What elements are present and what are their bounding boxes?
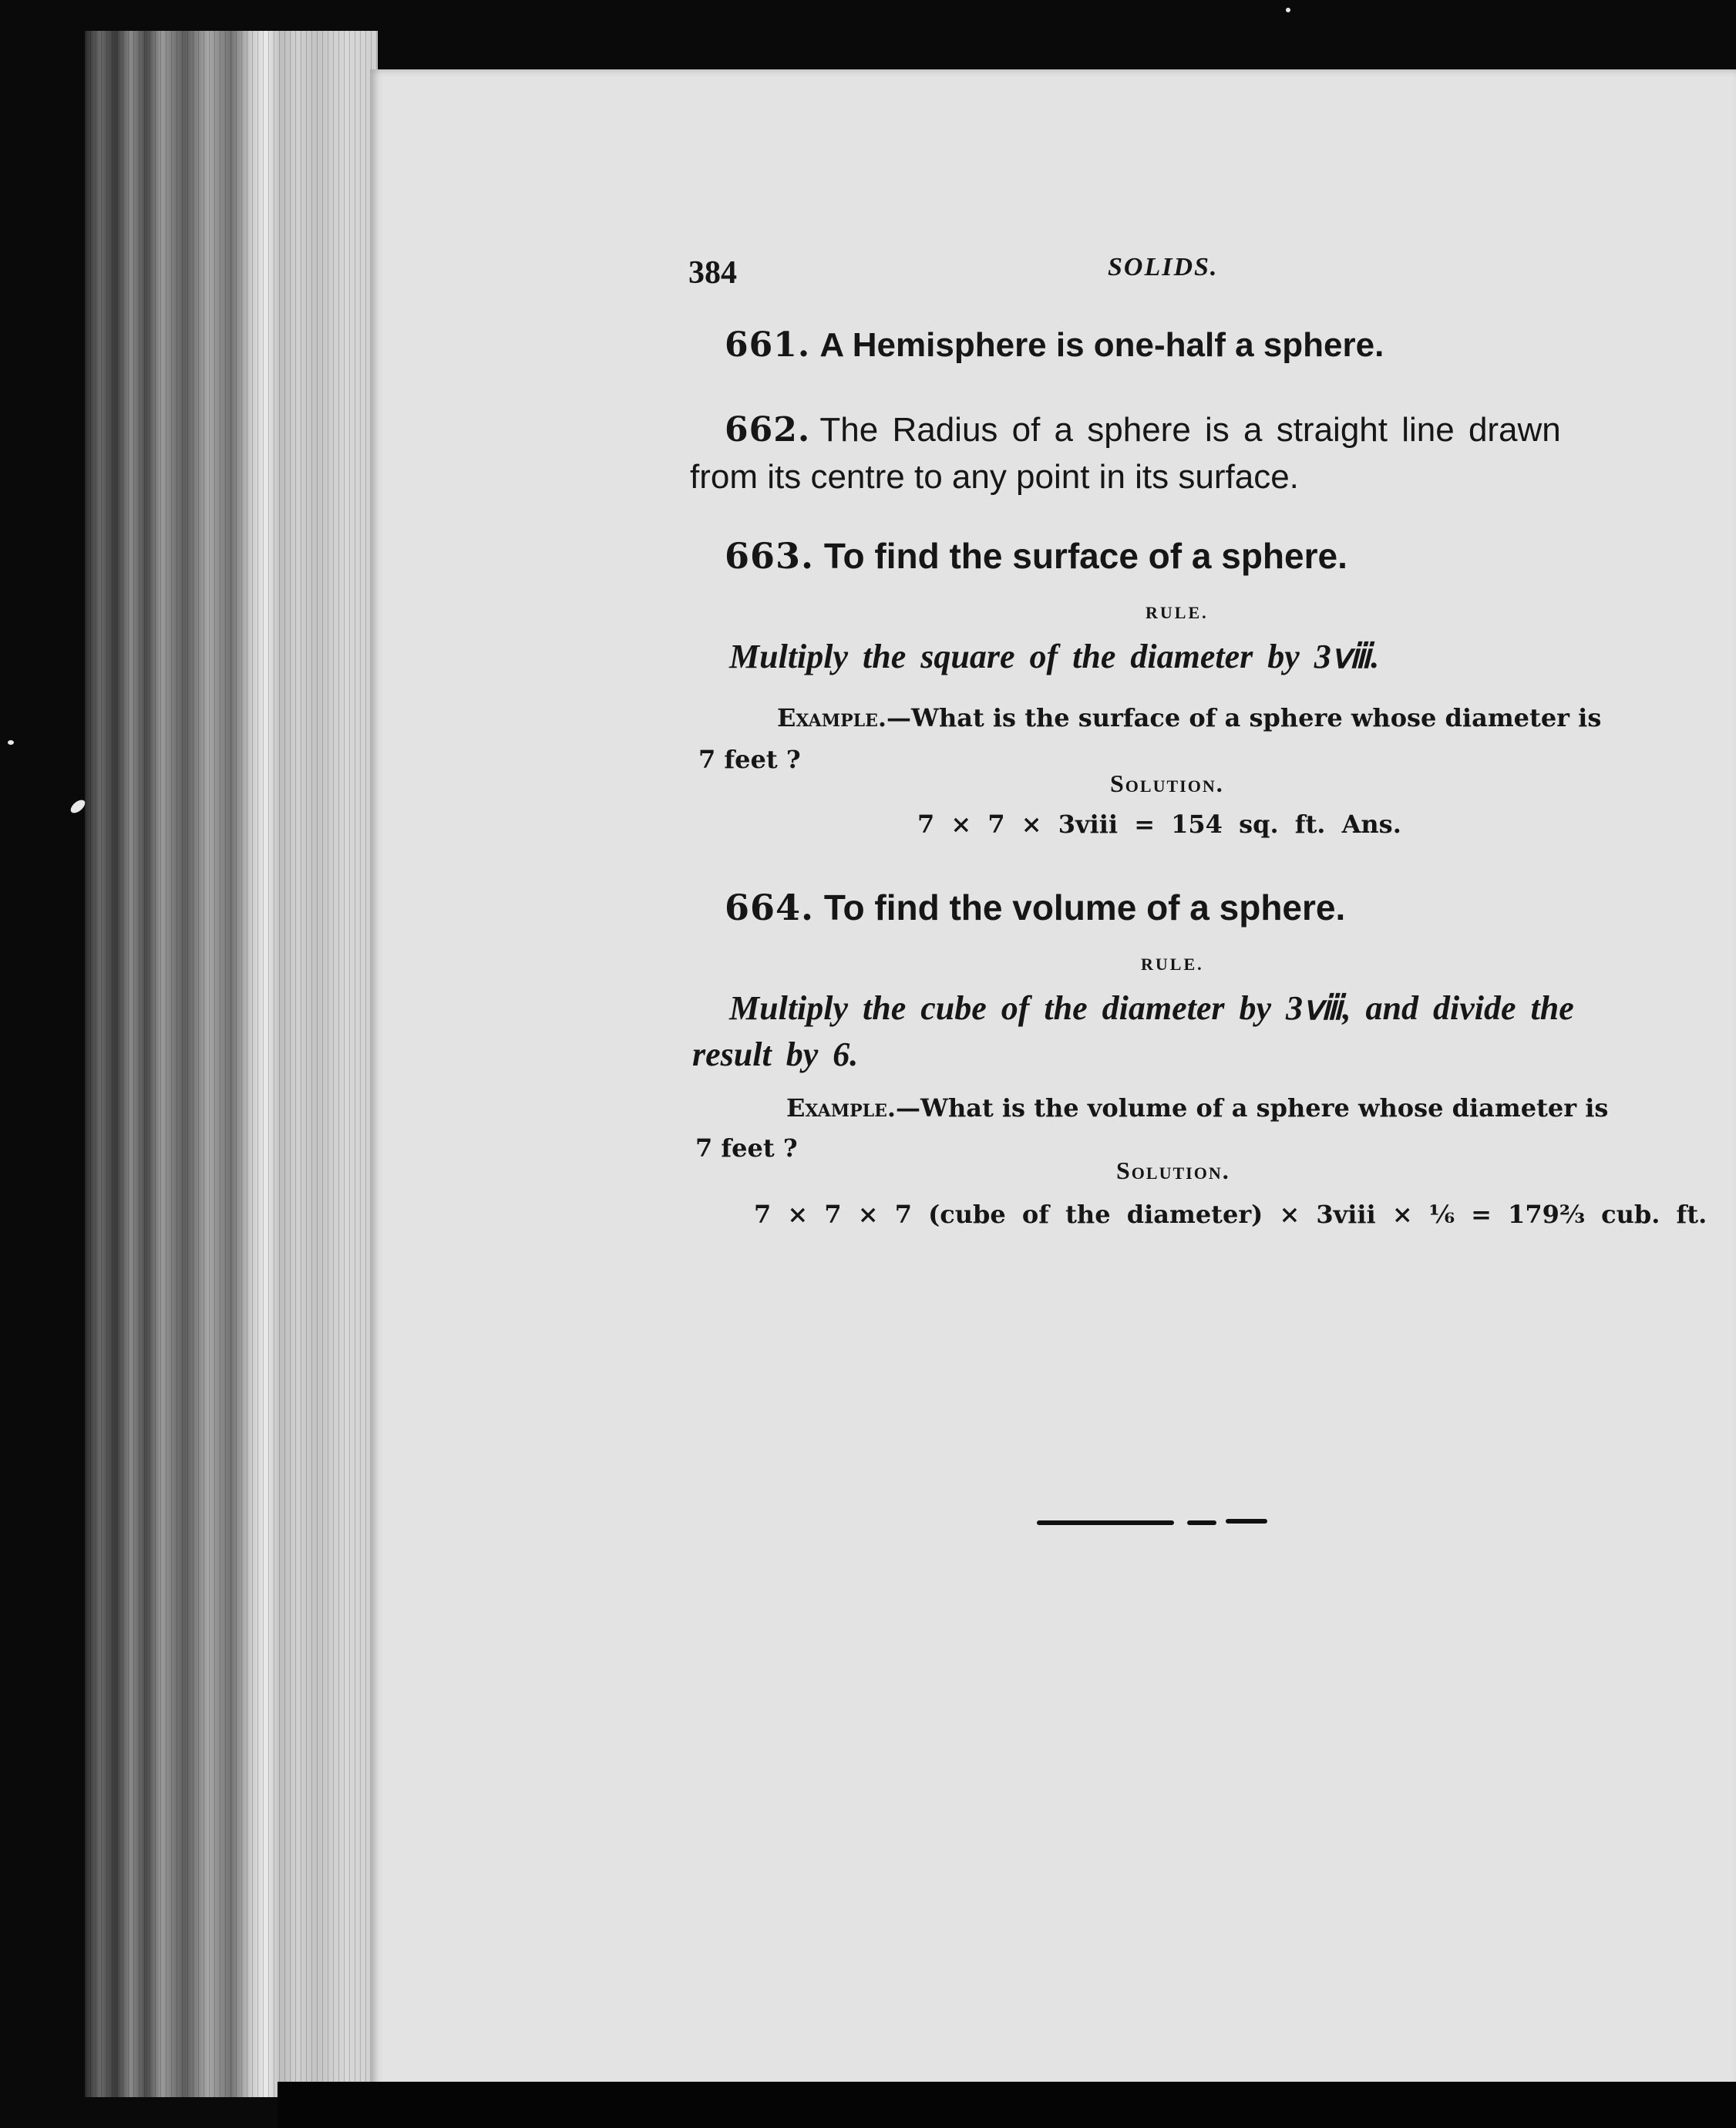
section-end-rule — [1037, 1520, 1174, 1525]
solution-label: Solution. — [1110, 769, 1224, 797]
rule-text-line-1: Multiply the cube of the diameter by 3ⅷ, and divide the — [729, 989, 1574, 1027]
example-663 — [777, 703, 1601, 732]
rule-text-line-2: result by 6. — [692, 1035, 859, 1073]
example-label: Example. — [786, 1093, 897, 1123]
section-number: 662. — [725, 410, 811, 450]
paragraph-661 — [725, 325, 1384, 365]
paragraph-662 — [725, 410, 1561, 450]
rule-label: RULE. — [1146, 603, 1209, 622]
section-number: 664. — [725, 887, 815, 928]
section-number: 661. — [725, 325, 811, 365]
paragraph-text: A Hemisphere is one-half a sphere. — [819, 326, 1384, 364]
section-end-rule — [1226, 1519, 1267, 1524]
solution-label: Solution. — [1116, 1157, 1230, 1184]
solution-664: 7 × 7 × 7 (cube of the diameter) × 3ⅷ × ⅙ = 179⅔ cub. ft. — [754, 1200, 1707, 1229]
example-label: Example. — [777, 703, 887, 732]
example-text: —What is the volume of a sphere whose diameter is — [896, 1093, 1609, 1123]
heading-text: To find the surface of a sphere. — [823, 536, 1347, 576]
rule-text: Multiply the square of the diameter by 3ⅷ. — [729, 638, 1380, 675]
example-text: —What is the surface of a sphere whose diameter is — [887, 703, 1602, 732]
heading-text: To find the volume of a sphere. — [823, 887, 1346, 928]
example-663-line-2: 7 feet ? — [698, 745, 801, 774]
page-number: 384 — [688, 255, 737, 291]
example-664-line-2: 7 feet ? — [695, 1133, 798, 1163]
section-664-heading — [725, 887, 1345, 928]
paragraph-662-line-2: from its centre to any point in its surface. — [690, 458, 1299, 496]
paragraph-text-line-1: The Radius of a sphere is a straight line drawn — [819, 411, 1561, 449]
section-end-rule — [1187, 1520, 1216, 1525]
section-number: 663. — [725, 535, 815, 577]
running-head: SOLIDS. — [1108, 253, 1219, 281]
section-663-heading — [725, 535, 1347, 577]
rule-label: RULE. — [1141, 955, 1204, 974]
example-664 — [786, 1093, 1608, 1123]
solution-663: 7 × 7 × 3ⅷ = 154 sq. ft. Ans. — [917, 810, 1401, 839]
